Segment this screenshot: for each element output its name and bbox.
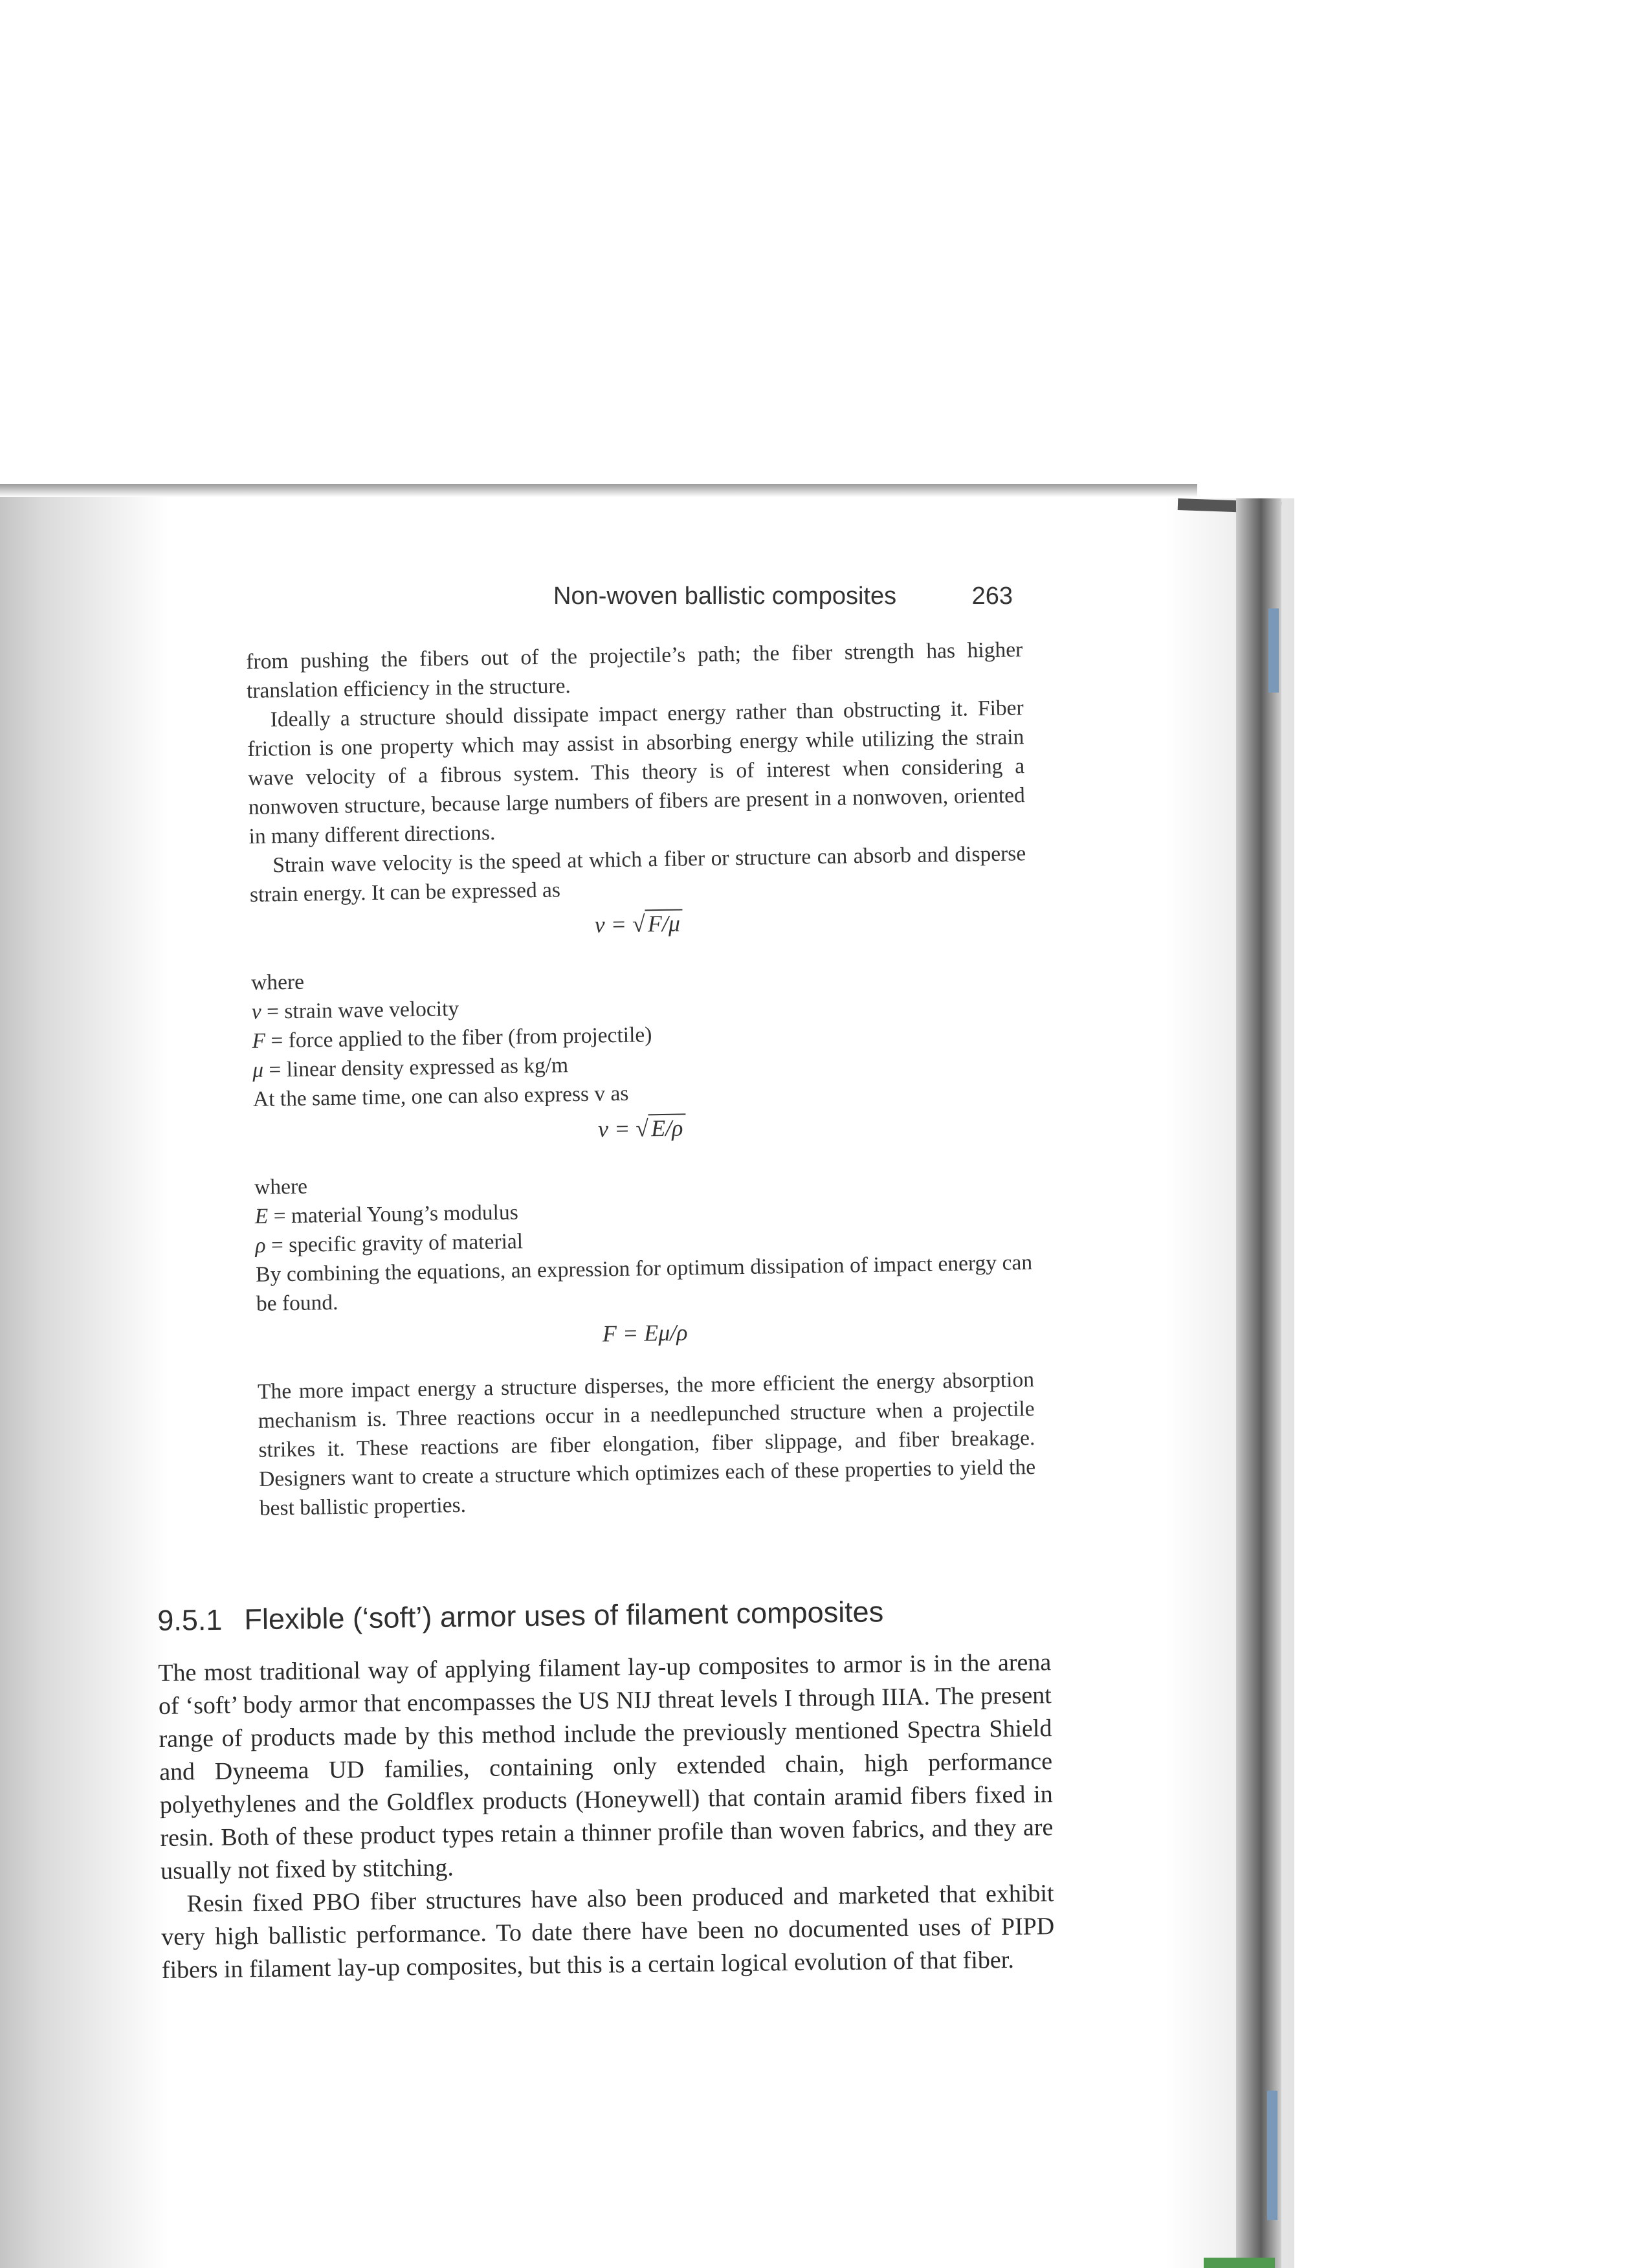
paragraph-1: from pushing the fibers out of the projectile’s path; the fiber strength has higher translation efficiency in the structure.: [246, 638, 1023, 703]
definition-symbol: μ: [252, 1058, 264, 1082]
section-9-5-1: [157, 1593, 1055, 1987]
definition-text: = linear density expressed as kg/m: [263, 1053, 569, 1082]
running-header-title: Non-woven ballistic composites: [553, 583, 897, 610]
sqrt-symbol: √: [636, 1115, 649, 1142]
paragraph-3: Strain wave velocity is the speed at which a fiber or structure can absorb and disperse strain energy. It can be expressed as: [249, 841, 1026, 907]
paragraph-4: At the same time, one can also express v as: [252, 1081, 629, 1111]
definition-text: = force applied to the fiber (from projectile): [265, 1023, 652, 1053]
definition-text: = strain wave velocity: [261, 996, 459, 1024]
definition-text: = material Young’s modulus: [267, 1200, 519, 1228]
definition-text: = specific gravity of material: [265, 1229, 524, 1258]
body-text-upper: [246, 635, 1036, 1523]
definition-symbol: v: [251, 999, 262, 1024]
where-label-2: where: [254, 1174, 308, 1199]
section-paragraph-1: The most traditional way of applying filament lay-up composites to armor is in the arena of ‘soft’ body armor that encompasses the US NIJ threat levels I through IIIA. The present range of products made by this method include the previously mentioned Spectra Shield and Dyneema UD families, containing only extended chain, high performance polyethylenes and the Goldflex products (Honeywell) that contain aramid fibers fixed in resin. Both of these product types retain a thinner profile than woven fabrics, and they are usually not fixed by stitching.: [158, 1649, 1054, 1885]
equation-2-lhs: v =: [597, 1115, 630, 1142]
equation-1-radicand: F/μ: [645, 909, 683, 937]
paragraph-5: By combining the equations, an expression for optimum dissipation of impact energy can be found.: [255, 1251, 1033, 1316]
section-paragraph-2: Resin fixed PBO fiber structures have also been produced and marketed that exhibit very high ballistic performance. To date there have been no documented uses of PIPD fibers in filament lay-up composites, but this is a certain logical evolution of that fiber.: [161, 1880, 1055, 1984]
section-title: Flexible (‘soft’) armor uses of filament composites: [244, 1595, 884, 1636]
section-heading: [157, 1593, 1051, 1638]
equation-strain-wave-velocity: [250, 904, 1028, 945]
sqrt-symbol: √: [632, 911, 646, 937]
where-label-1: where: [250, 970, 305, 995]
definitions-1: [251, 985, 1029, 1085]
section-number: 9.5.1: [157, 1603, 223, 1637]
equation-1-lhs: v =: [594, 911, 627, 938]
definition-symbol: E: [254, 1204, 269, 1228]
equation-optimum-dissipation: F = Eμ/ρ: [602, 1319, 688, 1347]
equation-2-radicand: E/ρ: [648, 1113, 686, 1141]
paragraph-2: Ideally a structure should dissipate impact energy rather than obstructing it. Fiber friction is one property which may assist in absorbing energy while utilizing the strain wave velocity of a fibrous system. This theory is of interest when considering a nonwoven structure, because large numbers of fibers are present in a nonwoven, oriented in many different directions.: [247, 696, 1026, 849]
definition-symbol: ρ: [255, 1233, 266, 1258]
page-number: 263: [971, 583, 1013, 610]
equation-velocity-modulus: [253, 1108, 1030, 1150]
running-header: [553, 583, 1013, 610]
definition-symbol: F: [252, 1028, 266, 1053]
paragraph-6: The more impact energy a structure disperses, the more efficient the energy absorption mechanism is. Three reactions occur in a needlepunched structure when a projectile strikes it. These reactions are fiber elongation, fiber slippage, and fiber breakage. Designers want to create a structure which optimizes each of these properties to yield the best ballistic properties.: [257, 1368, 1036, 1520]
